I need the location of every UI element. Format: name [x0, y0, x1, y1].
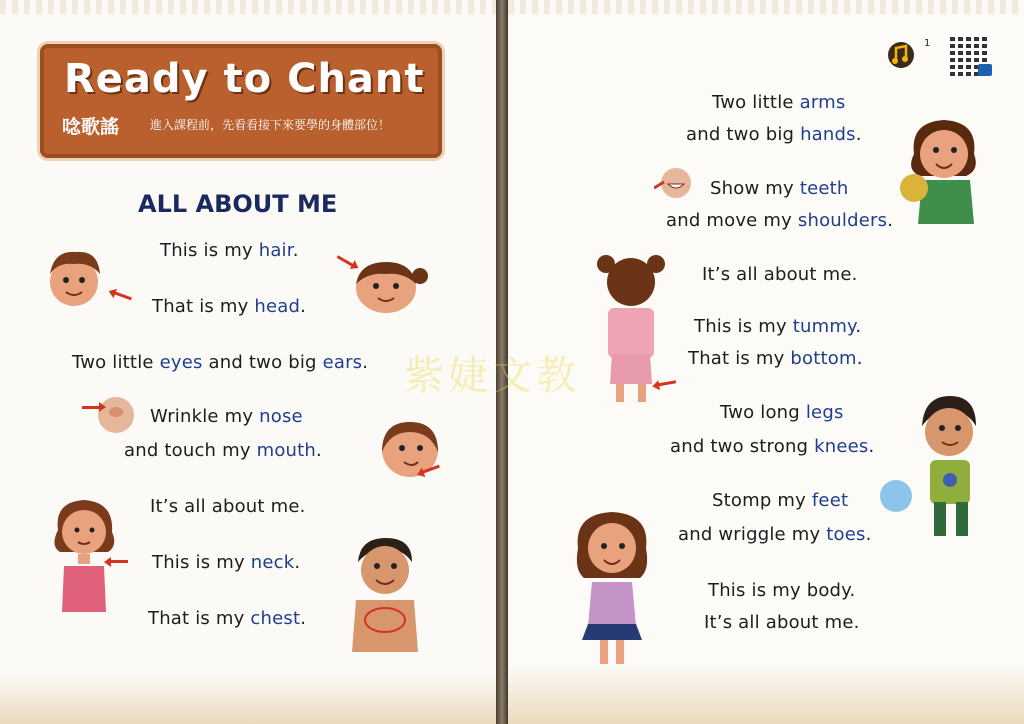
chant-line: That is my chest. [148, 608, 307, 629]
chant-line: This is my hair. [160, 240, 299, 261]
girl-touching-mouth-illustration [374, 418, 446, 480]
page-stain [0, 674, 496, 724]
audio-track-icon[interactable] [884, 40, 918, 70]
girl-green-shirt-illustration [900, 114, 990, 232]
chant-line: and two big hands. [686, 124, 862, 145]
banner-subtitle: 進入課程前，先看看接下來要學的身體部位！ [150, 118, 391, 132]
pointer-arrow [112, 291, 132, 301]
boy-chest-illustration [342, 536, 428, 654]
pointer-arrow [108, 560, 128, 563]
boy-kicking-illustration [872, 392, 996, 542]
track-number: 1 [924, 38, 931, 49]
chant-line: Wrinkle my nose [150, 406, 303, 427]
torn-edge [508, 0, 1024, 14]
banner-title: Ready to Chant [64, 56, 425, 102]
chant-line: This is my body. [708, 580, 856, 601]
chant-line: It’s all about me. [702, 264, 858, 285]
chant-line: Two little arms [712, 92, 846, 113]
banner-chinese-label: 唸歌謠 [62, 116, 120, 138]
pointer-arrow [82, 406, 102, 409]
video-icon[interactable] [978, 64, 992, 76]
watermark: 紫婕文教 [404, 353, 580, 399]
girl-purple-dress-illustration [564, 508, 660, 670]
page-stain [508, 664, 1024, 724]
chant-line: Two little eyes and two big ears. [72, 352, 369, 373]
chant-line: Show my teeth [710, 178, 849, 199]
chant-line: Two long legs [720, 402, 844, 423]
girl-pink-dress-illustration [44, 496, 124, 614]
chant-line: It’s all about me. [704, 612, 860, 633]
chant-line: This is my neck. [152, 552, 301, 573]
chant-line: This is my tummy. [694, 316, 862, 337]
chant-line: and two strong knees. [670, 436, 875, 457]
chant-line: and touch my mouth. [124, 440, 322, 461]
chant-line: and move my shoulders. [666, 210, 894, 231]
chant-line: It’s all about me. [150, 496, 306, 517]
torn-edge [0, 0, 496, 14]
ready-to-chant-banner [40, 44, 442, 158]
boy-head-illustration [44, 244, 104, 310]
chant-heading: ALL ABOUT ME [138, 190, 338, 218]
teeth-closeup [654, 166, 694, 200]
chant-line: That is my bottom. [688, 348, 863, 369]
chant-line: Stomp my feet [712, 490, 849, 511]
chant-line: and wriggle my toes. [678, 524, 872, 545]
chant-line: That is my head. [152, 296, 307, 317]
